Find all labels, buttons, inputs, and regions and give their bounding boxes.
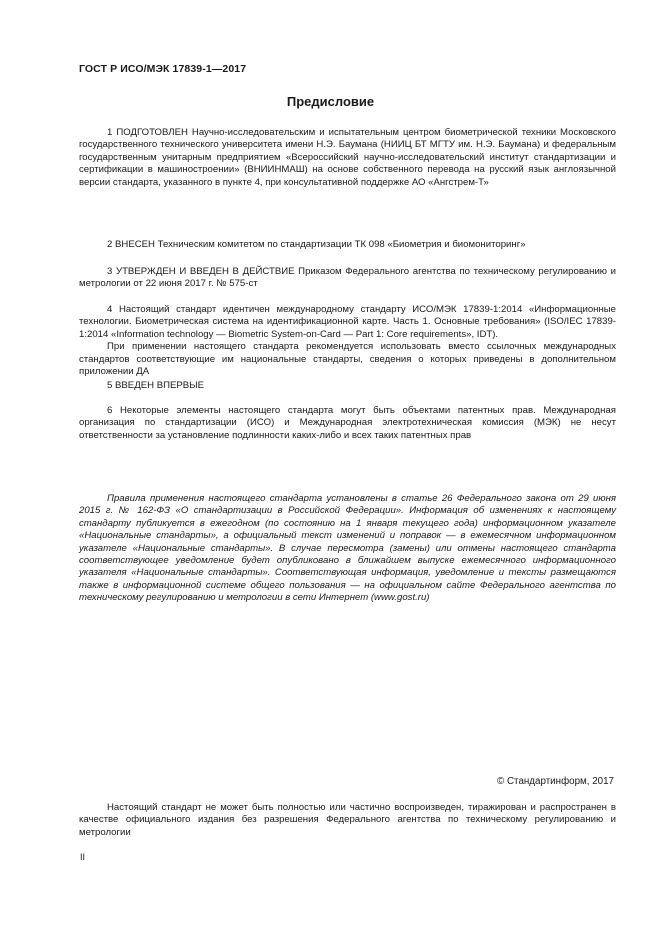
item-3-text: 3 УТВЕРЖДЕН И ВВЕДЕН В ДЕЙСТВИЕ Приказом Федерального агентства по техническому регулированию и метрологии от 22 июня 2017 г. № 575-ст: [79, 266, 616, 290]
rules-note: [79, 493, 616, 605]
item-4-note: При применении настоящего стандарта рекомендуется использовать вместо ссылочных международных стандартов соответствующие им национальные стандарты, сведения о которых приведены в дополнительном приложении ДА: [79, 341, 616, 378]
item-6-text: 6 Некоторые элементы настоящего стандарта могут быть объектами патентных прав. Международная организация по стандартизации (ИСО) и Международная электротехническая комиссия (МЭК) не несут ответственности за установление подлинности каких-либо и всех таких патентных прав: [79, 405, 616, 441]
page-number: II: [80, 852, 86, 862]
item-2-text: 2 ВНЕСЕН Техническим комитетом по стандартизации ТК 098 «Биометрия и биомониторинг»: [107, 239, 526, 250]
reproduction-note-text: Настоящий стандарт не может быть полностью или частично воспроизведен, тиражирован и распространен в качестве официального издания без разрешения Федерального агентства по техническому регулированию и метрологии: [79, 802, 616, 838]
item-1: [79, 127, 616, 189]
item-6: [79, 405, 616, 442]
item-2: [79, 239, 616, 251]
item-4-text: 4 Настоящий стандарт идентичен международному стандарту ИСО/МЭК 17839-1:2014 «Информационные технологии. Биометрическая система на идентификационной карте. Часть 1. Основные требования» (ISO/IEC 17839-1:2014 «Information technology — Biometric System-on-Card — Part 1: Core requirements», IDT).: [79, 304, 616, 340]
reproduction-note: [79, 802, 616, 839]
rules-note-text: Правила применения настоящего стандарта установлены в статье 26 Федерального закона от 29 июня 2015 г. № 162-ФЗ «О стандартизации в Российской Федерации». Информация об изменениях к настоящему стандарту публикуется в ежегодном (по состоянию на 1 января текущего года) информационном указателе «Национальные стандарты», а официальный текст изменений и поправок — в ежемесячном информационном указателе «Национальные стандарты». В случае пересмотра (замены) или отмены настоящего стандарта соответствующее уведомление будет опубликовано в ближайшем выпуске ежемесячного информационного указателя «Национальные стандарты». Соответствующая информация, уведомление и тексты размещаются также в информационной системе общего пользования — на официальном сайте Федерального агентства по техническому регулированию и метрологии в сети Интернет (www.gost.ru): [79, 493, 616, 604]
item-1-text: 1 ПОДГОТОВЛЕН Научно-исследовательским и испытательным центром биометрической техники Московского государственного технического университета имени Н.Э. Баумана (НИИЦ БТ МГТУ им. Н.Э. Баумана) и федеральным государственным унитарным предприятием «Всероссийский научно-исследовательский институт стандартизации и сертификации в машиностроении» (ВНИИНМАШ) на основе собственного перевода на русский язык англоязычной версии стандарта, указанного в пункте 4, при консультативной поддержке АО «Ангстрем-Т»: [79, 127, 616, 188]
item-5: [79, 380, 616, 392]
item-4: [79, 304, 616, 378]
item-3: [79, 266, 616, 291]
document-code-header: ГОСТ Р ИСО/МЭК 17839-1—2017: [79, 63, 247, 75]
item-5-text: 5 ВВЕДЕН ВПЕРВЫЕ: [107, 380, 205, 391]
copyright: © Стандартинформ, 2017: [497, 776, 614, 787]
page-title: Предисловие: [286, 94, 375, 109]
